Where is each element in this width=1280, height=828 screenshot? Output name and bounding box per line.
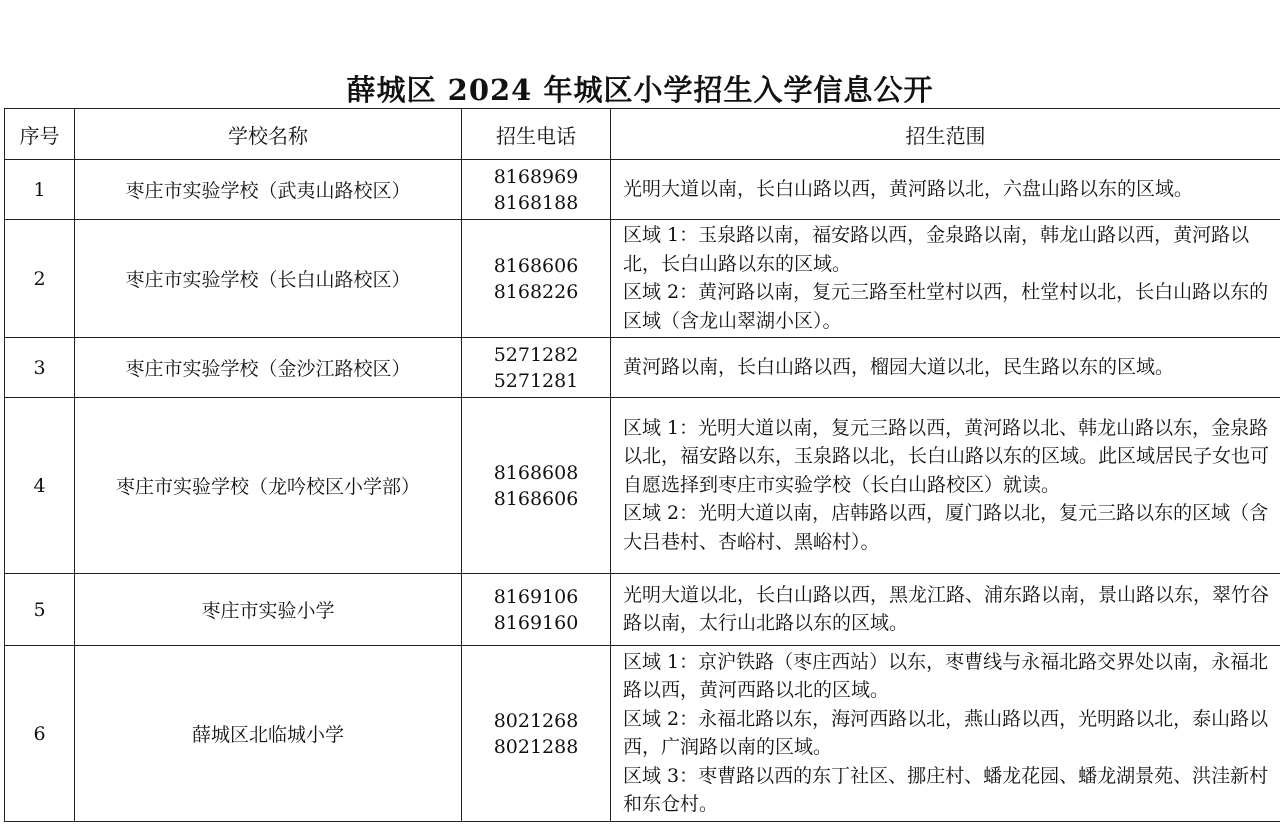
scope-text: 光明大道以南，长白山路以西，黄河路以北，六盘山路以东的区域。 [623,177,1194,200]
row-phones [462,574,611,646]
phone-number: 8168606 [493,487,579,510]
scope-text: 区域 2：永福北路以东，海河西路以北，燕山路以西，光明路以北，泰山路以西，广润路以南的区域。 [623,707,1269,758]
phone-number: 5271282 [493,343,579,366]
table-row [5,398,1280,574]
row-phones [462,220,611,338]
row-school: 枣庄市实验学校（金沙江路校区） [75,338,462,398]
header-school: 学校名称 [75,109,462,160]
scope-text: 光明大道以北，长白山路以西，黑龙江路、浦东路以南，景山路以东，翠竹谷路以南，太行山北路以东的区域。 [623,583,1270,634]
phone-number: 8168969 [493,165,579,188]
header-no: 序号 [5,109,75,160]
header-scope: 招生范围 [611,109,1280,160]
phone-number: 8168606 [493,254,579,277]
row-no: 4 [5,398,75,574]
row-scope [611,398,1280,574]
scope-text: 区域 1：京沪铁路（枣庄西站）以东，枣曹线与永福北路交界处以南，永福北路以西，黄河西路以北的区域。 [623,650,1269,701]
phone-number: 8021268 [493,709,579,732]
table-header-row [5,109,1280,160]
scope-text: 黄河路以南，长白山路以西，榴园大道以北，民生路以东的区域。 [623,355,1175,378]
phone-number: 8168188 [493,191,579,214]
header-phone: 招生电话 [462,109,611,160]
table-row [5,574,1280,646]
phone-number: 8168226 [493,280,579,303]
table-row [5,160,1280,220]
row-school: 枣庄市实验小学 [75,574,462,646]
row-scope [611,160,1280,220]
phone-number: 8168608 [493,461,579,484]
row-no: 5 [5,574,75,646]
row-scope [611,574,1280,646]
page-title: 薛城区 2024 年城区小学招生入学信息公开 [346,73,934,107]
row-school: 枣庄市实验学校（龙吟校区小学部） [75,398,462,574]
row-phones [462,398,611,574]
phone-number: 5271281 [493,369,579,392]
table-row [5,220,1280,338]
row-no: 2 [5,220,75,338]
row-school: 枣庄市实验学校（武夷山路校区） [75,160,462,220]
row-phones [462,646,611,822]
row-scope [611,338,1280,398]
scope-text: 区域 1：光明大道以南，复元三路以西，黄河路以北、韩龙山路以东，金泉路以北，福安路以东，玉泉路以北，长白山路以东的区域。此区域居民子女也可自愿选择到枣庄市实验学校（长白山路校区）就读。 [623,416,1270,496]
scope-text: 区域 1：玉泉路以南，福安路以西，金泉路以南，韩龙山路以西，黄河路以北，长白山路以东的区域。 [623,224,1250,275]
row-scope [611,646,1280,822]
row-school: 枣庄市实验学校（长白山路校区） [75,220,462,338]
scope-text: 区域 2：黄河路以南，复元三路至杜堂村以西，杜堂村以北，长白山路以东的区域（含龙山翠湖小区）。 [623,281,1269,332]
row-school: 薛城区北临城小学 [75,646,462,822]
row-phones [462,160,611,220]
phone-number: 8021288 [493,735,579,758]
phone-number: 8169160 [493,611,579,634]
row-phones [462,338,611,398]
table-row [5,338,1280,398]
row-no: 3 [5,338,75,398]
table-row [5,646,1280,822]
phone-number: 8169106 [493,585,579,608]
row-no: 1 [5,160,75,220]
enrollment-table [4,108,1280,822]
row-no: 6 [5,646,75,822]
scope-text: 区域 3：枣曹路以西的东丁社区、挪庄村、蟠龙花园、蟠龙湖景苑、洪洼新村和东仓村。 [623,764,1269,815]
scope-text: 区域 2：光明大道以南，店韩路以西，厦门路以北，复元三路以东的区域（含大吕巷村、杏峪村、黑峪村）。 [623,502,1269,553]
row-scope [611,220,1280,338]
